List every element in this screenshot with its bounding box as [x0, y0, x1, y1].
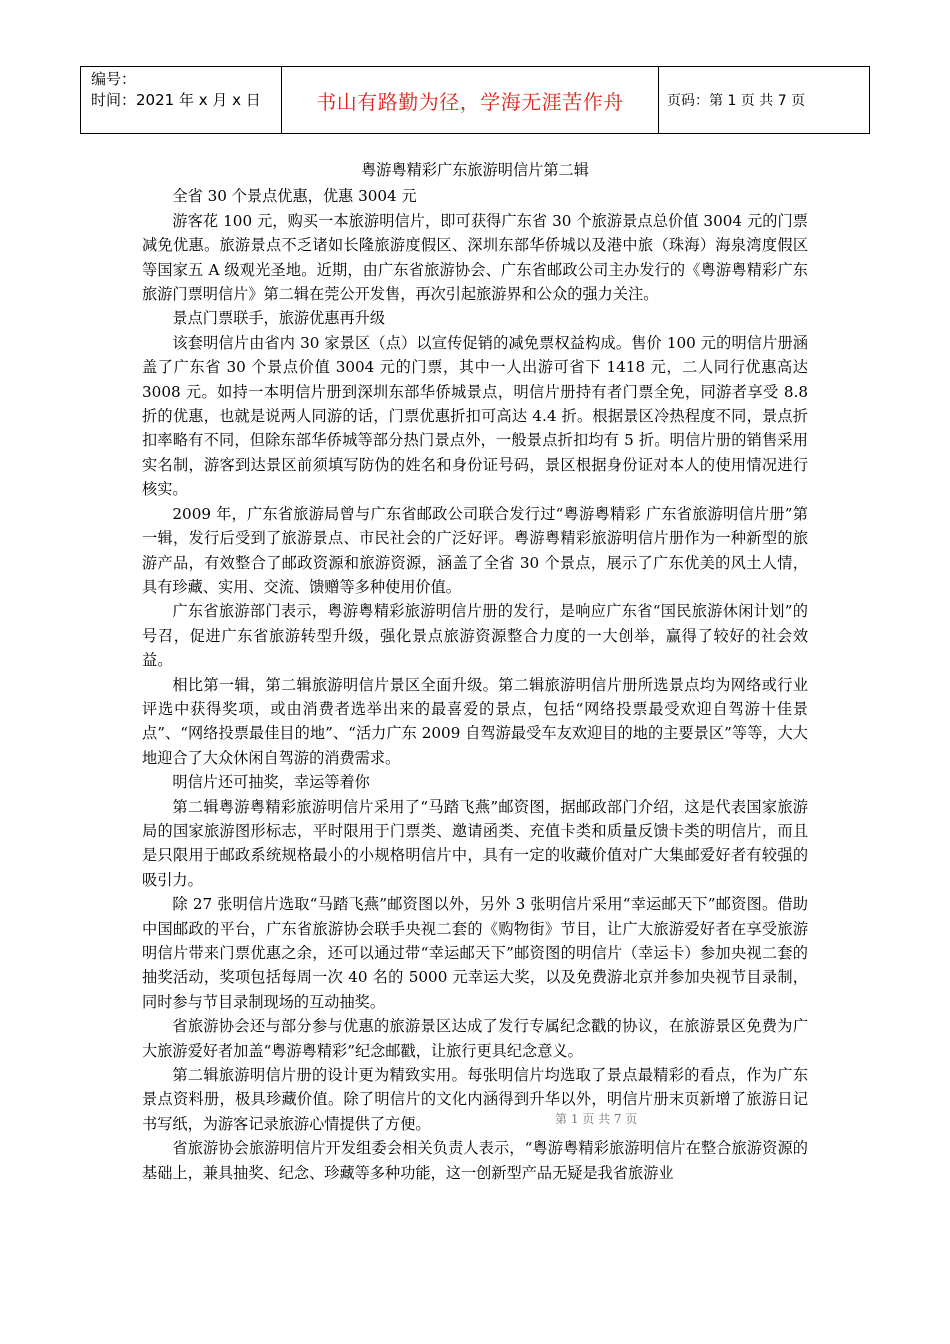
- paragraph: 明信片还可抽奖，幸运等着你: [172, 773, 370, 792]
- header-page-info: 页码：第 1 页 共 7 页: [667, 93, 806, 109]
- header-meta: [81, 67, 282, 133]
- paragraph: 游客花 100 元，购买一本旅游明信片，即可获得广东省 30 个旅游景点总价值 3004 元的门票减免优惠。旅游景点不乏诸如长隆旅游度假区、深圳东部华侨城以及港中旅（珠海）海泉湾度假区等国家五 A 级观光圣地。近期，由广东省旅游协会、广东省邮政公司主办发行的《粤游粤精彩广东旅游门票明信片》第二辑在莞公开发售，再次引起旅游界和公众的强力关注。: [142, 211, 808, 304]
- paragraph: 省旅游协会还与部分参与优惠的旅游景区达成了发行专属纪念戳的协议，在旅游景区免费为广大旅游爱好者加盖“粤游粤精彩”纪念邮戳，让旅行更具纪念意义。: [142, 1017, 808, 1060]
- paragraph: 第二辑旅游明信片册的设计更为精致实用。每张明信片均选取了景点最精彩的看点，作为广东景点资料册，极具珍藏价值。除了明信片的文化内涵得到升华以外，明信片册末页新增了旅游日记书写纸，为游客记录旅游心情提供了方便。: [142, 1066, 808, 1133]
- paragraph: 第二辑粤游粤精彩旅游明信片采用了“马踏飞燕”邮资图，据邮政部门介绍，这是代表国家旅游局的国家旅游图形标志，平时限用于门票类、邀请函类、充值卡类和质量反馈卡类的明信片，而且是只限用于邮政系统规格最小的小规格明信片中，具有一定的收藏价值对广大集邮爱好者有较强的吸引力。: [142, 797, 808, 889]
- paragraph: 景点门票联手，旅游优惠再升级: [172, 309, 386, 328]
- page-footer: 第 1 页 共 7 页: [555, 1112, 638, 1126]
- paragraph: 全省 30 个景点优惠，优惠 3004 元: [172, 187, 417, 206]
- paragraph: 2009 年，广东省旅游局曾与广东省邮政公司联合发行过“粤游粤精彩 广东省旅游明信片册”第一辑，发行后受到了旅游景点、市民社会的广泛好评。粤游粤精彩旅游明信片册作为一种新型的旅游产品，有效整合了邮政资源和旅游资源，涵盖了全省 30 个景点，展示了广东优美的风土人情，具有珍藏、实用、交流、馈赠等多种使用价值。: [142, 504, 808, 596]
- paragraph: 省旅游协会旅游明信片开发组委会相关负责人表示，“粤游粤精彩旅游明信片在整合旅游资源的基础上，兼具抽奖、纪念、珍藏等多种功能，这一创新型产品无疑是我省旅游业: [142, 1139, 808, 1182]
- paragraph: 该套明信片由省内 30 家景区（点）以宣传促销的减免票权益构成。售价 100 元的明信片册涵盖了广东省 30 个景点价值 3004 元的门票，其中一人出游可省下 1418 元，二人同行优惠高达 3008 元。如持一本明信片册到深圳东部华侨城景点，明信片册持有者门票全免，同游者享受 8.8 折的优惠，也就是说两人同游的话，门票优惠折扣可高达 4.4 折。根据景区冷热程度不同，景点折扣率略有不同，但除东部华侨城等部分热门景点外，一般景点折扣均有 5 折。明信片册的销售采用实名制，游客到达景区前须填写防伪的姓名和身份证号码，景区根据身份证对本人的使用情况进行核实。: [142, 333, 808, 499]
- document-number-label: 编号：: [91, 70, 137, 88]
- document-date-label: 时间：2021 年 x 月 x 日: [91, 91, 261, 109]
- document-body: [142, 158, 808, 1185]
- document-header: [80, 66, 870, 134]
- document-title: 粤游粤精彩广东旅游明信片第二辑: [361, 161, 589, 179]
- paragraph: 广东省旅游部门表示，粤游粤精彩旅游明信片册的发行，是响应广东省“国民旅游休闲计划”的号召，促进广东省旅游转型升级，强化景点旅游资源整合力度的一大创举，赢得了较好的社会效益。: [142, 602, 808, 670]
- header-motto: 书山有路勤为径，学海无涯苦作舟: [282, 67, 659, 133]
- paragraph: 相比第一辑，第二辑旅游明信片景区全面升级。第二辑旅游明信片册所选景点均为网络或行业评选中获得奖项，或由消费者选举出来的最喜爱的景点，包括“网络投票最受欢迎自驾游十佳景点”、“网络投票最佳目的地”、“活力广东 2009 自驾游最受车友欢迎目的地的主要景区”等等，大大地迎合了大众休闲自驾游的消费需求。: [142, 675, 808, 767]
- paragraph: 除 27 张明信片选取“马踏飞燕”邮资图以外，另外 3 张明信片采用“幸运邮天下”邮资图。借助中国邮政的平台，广东省旅游协会联手央视二套的《购物街》节目，让广大旅游爱好者在享受旅游明信片带来门票优惠之余，还可以通过带“幸运邮天下”邮资图的明信片（幸运卡）参加央视二套的抽奖活动，奖项包括每周一次 40 名的 5000 元幸运大奖，以及免费游北京并参加央视节目录制，同时参与节目录制现场的互动抽奖。: [142, 895, 808, 1011]
